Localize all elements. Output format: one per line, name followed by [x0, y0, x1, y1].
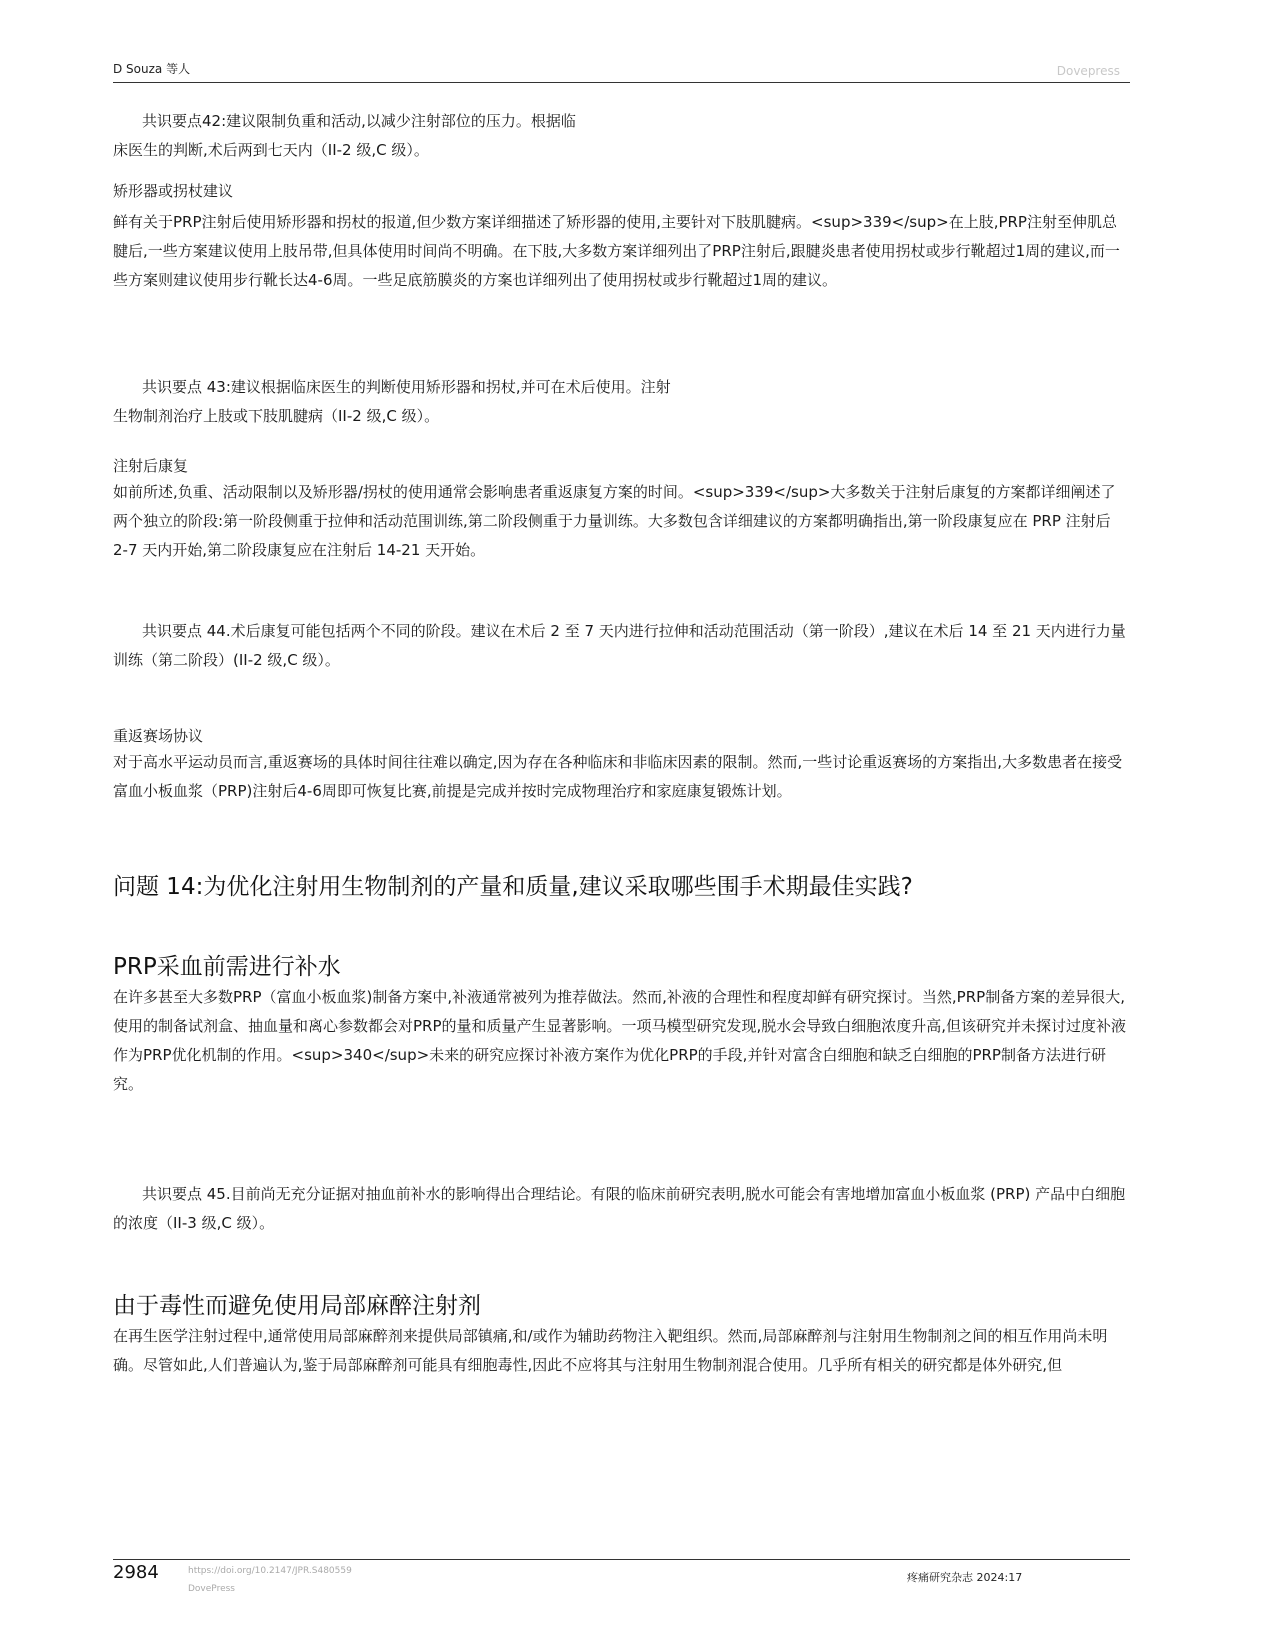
footer-publisher: DovePress: [188, 1584, 235, 1594]
doi-link[interactable]: https://doi.org/10.2147/JPR.S480559: [188, 1566, 352, 1576]
page-number: 2984: [113, 1562, 159, 1583]
paragraph-anesthetic: 在再生医学注射过程中,通常使用局部麻醉剂来提供局部镇痛,和/或作为辅助药物注入靶组织。然而,局部麻醉剂与注射用生物制剂之间的相互作用尚未明确。尽管如此,人们普遍认为,鉴于局部麻醉剂可能具有细胞毒性,因此不应将其与注射用生物制剂混合使用。几乎所有相关的研究都是体外研究,但: [113, 1327, 1108, 1374]
journal-info: 疼痛研究杂志 2024:17: [907, 1571, 1023, 1584]
consensus-point-45: 共识要点 45.目前尚无充分证据对抽血前补水的影响得出合理结论。有限的临床前研究表明,脱水可能会有害地增加富血小板血浆 (PRP) 产品中白细胞的浓度（II-3 级,C 级）。: [113, 1185, 1126, 1232]
paragraph-hydration: 在许多甚至大多数PRP（富血小板血浆)制备方案中,补液通常被列为推荐做法。然而,补液的合理性和程度却鲜有研究探讨。当然,PRP制备方案的差异很大,使用的制备试剂盒、抽血量和离心参数都会对PRP的量和质量产生显著影响。一项马模型研究发现,脱水会导致白细胞浓度升高,但该研究并未探讨过度补液作为PRP优化机制的作用。<sup>340</sup>未来的研究应探讨补液方案作为优化PRP的手段,并针对富含白细胞和缺乏白细胞的PRP制备方法进行研究。: [113, 988, 1127, 1093]
page-footer: [113, 1559, 1130, 1610]
consensus-point-43: 共识要点 43:建议根据临床医生的判断使用矫形器和拐杖,并可在术后使用。注射生物制剂治疗上肢或下肢肌腱病（II-2 级,C 级）。: [113, 378, 671, 425]
running-head: D Souza 等人: [113, 62, 191, 76]
consensus-point-44: 共识要点 44.术后康复可能包括两个不同的阶段。建议在术后 2 至 7 天内进行拉伸和活动范围活动（第一阶段）,建议在术后 14 至 21 天内进行力量训练（第二阶段）(II-2 级,C 级）。: [113, 622, 1126, 669]
subhead-return-to-play: 重返赛场协议: [113, 727, 204, 745]
paragraph-brace-crutch: 鲜有关于PRP注射后使用矫形器和拐杖的报道,但少数方案详细描述了矫形器的使用,主要针对下肢肌腱病。<sup>339</sup>在上肢,PRP注射至伸肌总腱后,一些方案建议使用上肢吊带,但具体使用时间尚不明确。在下肢,大多数方案详细列出了PRP注射后,跟腱炎患者使用拐杖或步行靴超过1周的建议,而一些方案则建议使用步行靴长达4-6周。一些足底筋膜炎的方案也详细列出了使用拐杖或步行靴超过1周的建议。: [113, 213, 1120, 289]
paragraph-return-to-play: 对于高水平运动员而言,重返赛场的具体时间往往难以确定,因为存在各种临床和非临床因素的限制。然而,一些讨论重返赛场的方案指出,大多数患者在接受富血小板血浆（PRP)注射后4-6周即可恢复比赛,前提是完成并按时完成物理治疗和家庭康复锻炼计划。: [113, 753, 1123, 800]
question-14-heading: 问题 14:为优化注射用生物制剂的产量和质量,建议采取哪些围手术期最佳实践?: [113, 874, 913, 900]
paragraph-post-injection-rehab: 如前所述,负重、活动限制以及矫形器/拐杖的使用通常会影响患者重返康复方案的时间。<sup>339</sup>大多数关于注射后康复的方案都详细阐述了两个独立的阶段:第一阶段侧重于拉伸和活动范围训练,第二阶段侧重于力量训练。大多数包含详细建议的方案都明确指出,第一阶段康复应在 PRP 注射后 2-7 天内开始,第二阶段康复应在注射后 14-21 天开始。: [113, 483, 1116, 559]
subhead-brace-crutch: 矫形器或拐杖建议: [113, 182, 234, 200]
subhead-post-injection-rehab: 注射后康复: [113, 457, 189, 475]
header-publisher: Dovepress: [1056, 64, 1120, 78]
page-header: [113, 58, 1130, 83]
consensus-point-42: 共识要点42:建议限制负重和活动,以减少注射部位的压力。根据临床医生的判断,术后两到七天内（II-2 级,C 级）。: [113, 112, 576, 159]
section-title-hydration: PRP采血前需进行补水: [113, 954, 341, 980]
section-title-anesthetic: 由于毒性而避免使用局部麻醉注射剂: [113, 1293, 481, 1319]
